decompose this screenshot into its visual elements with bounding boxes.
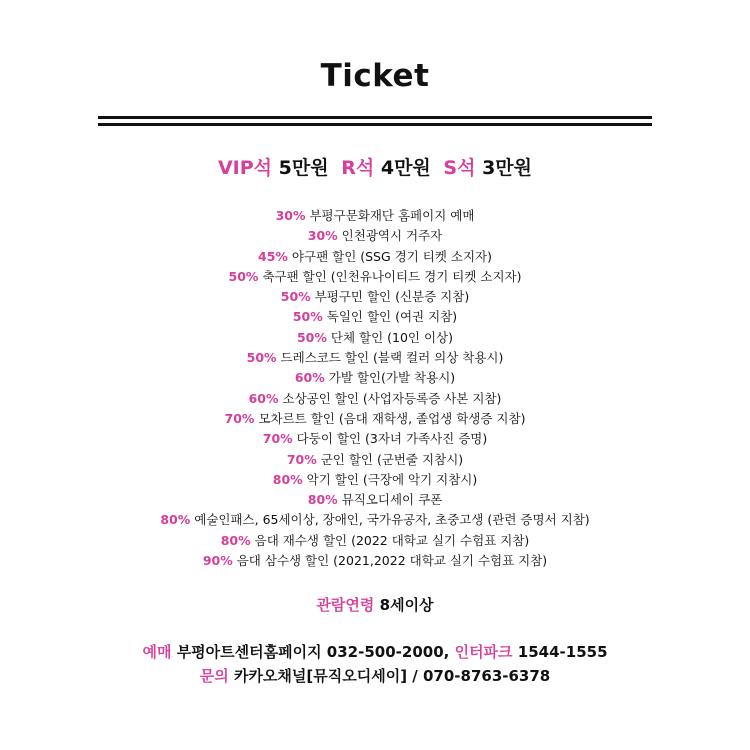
discount-percent: 50%	[246, 350, 277, 366]
discount-percent: 30%	[307, 228, 338, 244]
list-item	[0, 348, 750, 368]
discount-percent: 70%	[262, 431, 293, 447]
seat-label: R석	[341, 157, 375, 179]
discount-percent: 50%	[292, 309, 323, 325]
discount-list	[0, 206, 750, 571]
discount-percent: 60%	[294, 370, 325, 386]
list-item	[0, 226, 750, 246]
booking-phone-interpark: 1544-1555	[517, 643, 608, 661]
age-rating	[0, 594, 750, 615]
list-item	[0, 206, 750, 226]
list-item	[0, 429, 750, 449]
seat-price: 4만원	[380, 157, 431, 179]
discount-percent: 80%	[220, 532, 251, 548]
discount-text: 예술인패스, 65세이상, 장애인, 국가유공자, 초중고생 (관련 증명서 지참)	[194, 512, 590, 528]
discount-text: 음대 재수생 할인 (2022 대학교 실기 수험표 지참)	[254, 532, 530, 548]
discount-text: 군인 할인 (군번줄 지참시)	[320, 451, 464, 467]
list-item	[0, 247, 750, 267]
list-item	[0, 490, 750, 510]
list-item	[0, 287, 750, 307]
booking-label-interpark: 인터파크	[454, 643, 513, 661]
list-item	[0, 368, 750, 388]
age-value: 8세이상	[379, 596, 434, 614]
price-r	[341, 157, 437, 179]
divider-line-bottom	[98, 123, 652, 126]
inquiry-info	[0, 665, 750, 686]
booking-info	[0, 641, 750, 662]
discount-percent: 80%	[160, 512, 191, 528]
discount-percent: 70%	[286, 451, 317, 467]
list-item	[0, 307, 750, 327]
seat-label: VIP석	[217, 157, 273, 179]
list-item	[0, 531, 750, 551]
list-item	[0, 389, 750, 409]
age-label: 관람연령	[316, 596, 375, 614]
seat-price: 5만원	[278, 157, 329, 179]
inquiry-text: 카카오채널[뮤직오디세이] / 070-8763-6378	[233, 667, 551, 685]
discount-percent: 30%	[275, 208, 306, 223]
list-item	[0, 328, 750, 348]
price-vip	[218, 157, 335, 179]
discount-percent: 50%	[280, 289, 311, 305]
discount-percent: 80%	[272, 471, 303, 487]
list-item	[0, 409, 750, 429]
list-item	[0, 551, 750, 571]
price-s	[443, 157, 532, 179]
list-item	[0, 450, 750, 470]
discount-text: 야구팬 할인 (SSG 경기 티켓 소지자)	[291, 248, 492, 264]
discount-text: 다둥이 할인 (3자녀 가족사진 증명)	[296, 431, 488, 447]
divider-line-top	[98, 116, 652, 119]
seat-prices	[0, 153, 750, 180]
page-title: Ticket	[320, 58, 430, 94]
discount-text: 악기 할인 (극장에 악기 지참시)	[306, 471, 478, 487]
discount-percent: 90%	[202, 553, 233, 569]
discount-text: 축구팬 할인 (인천유나이티드 경기 티켓 소지자)	[262, 268, 522, 284]
list-item	[0, 510, 750, 530]
list-item	[0, 470, 750, 490]
discount-percent: 70%	[224, 410, 255, 426]
discount-text: 부평구문화재단 홈페이지 예매	[309, 208, 475, 223]
discount-text: 모차르트 할인 (음대 재학생, 졸업생 학생증 지참)	[258, 410, 526, 426]
list-item	[0, 267, 750, 287]
inquiry-label: 문의	[199, 667, 229, 685]
discount-text: 독일인 할인 (여권 지참)	[326, 309, 458, 325]
discount-percent: 50%	[228, 268, 259, 284]
booking-label: 예매	[142, 643, 172, 661]
discount-percent: 60%	[248, 390, 279, 406]
discount-percent: 45%	[258, 248, 288, 264]
discount-text: 음대 삼수생 할인 (2021,2022 대학교 실기 수험표 지참)	[236, 553, 548, 569]
discount-text: 부평구민 할인 (신분증 지참)	[314, 289, 470, 305]
booking-text: 부평아트센터홈페이지 032-500-2000,	[176, 643, 450, 661]
discount-percent: 50%	[296, 329, 327, 345]
seat-price: 3만원	[482, 157, 533, 179]
seat-label: S석	[443, 157, 476, 179]
discount-text: 가발 할인(가발 착용시)	[328, 370, 456, 386]
discount-text: 단체 할인 (10인 이상)	[330, 329, 454, 345]
discount-text: 드레스코드 할인 (블랙 컬러 의상 착용시)	[280, 350, 504, 366]
discount-text: 소상공인 할인 (사업자등록증 사본 지참)	[282, 390, 502, 406]
discount-percent: 80%	[307, 492, 338, 508]
discount-text: 뮤직오디세이 쿠폰	[341, 492, 443, 508]
discount-text: 인천광역시 거주자	[341, 228, 443, 244]
